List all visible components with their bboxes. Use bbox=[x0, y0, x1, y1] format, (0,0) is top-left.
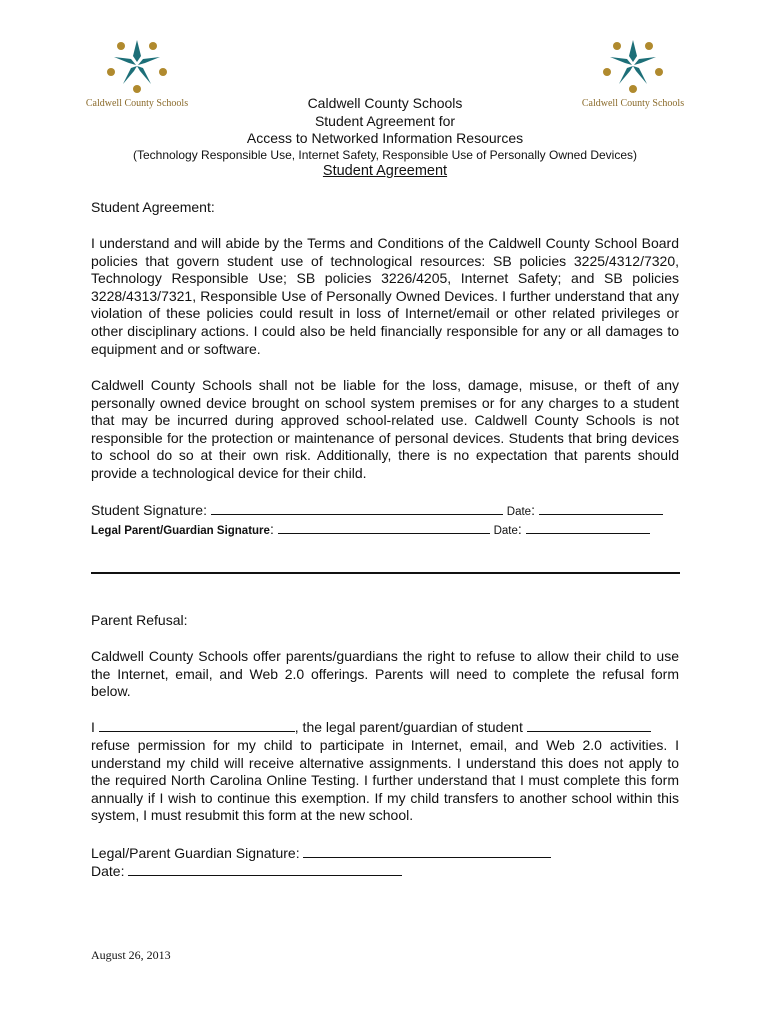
student-signature-line[interactable] bbox=[211, 502, 503, 515]
date-label: Date bbox=[493, 525, 518, 537]
parent-signature-label: Legal Parent/Guardian Signature bbox=[91, 525, 270, 537]
refusal-paragraph-2: refuse permission for my child to participate in Internet, email, and Web 2.0 activities. I understand my child will receive alternative assignments. I understand this does not apply to the required North Carolina Online Testing. I further understand that I must complete this form annually if I wish to continue this exemption. If my child transfers to another school within this system, I must resubmit this form at the new school. bbox=[91, 737, 679, 824]
header-district-name: Caldwell County Schools bbox=[307, 95, 463, 111]
refusal-signature-label: Legal/Parent Guardian Signature: bbox=[91, 845, 300, 861]
parent-refusal-title: Parent Refusal: bbox=[91, 612, 188, 628]
refusal-name-row bbox=[91, 719, 679, 735]
logo-text: Caldwell County Schools bbox=[581, 98, 685, 109]
refusal-date-line[interactable] bbox=[128, 863, 402, 876]
header-agreement-title: Student Agreement for bbox=[314, 113, 456, 129]
refusal-signature-row bbox=[91, 845, 679, 861]
student-agreement-title: Student Agreement: bbox=[91, 199, 215, 215]
header-access-title: Access to Networked Information Resources bbox=[246, 130, 524, 146]
student-signature-label: Student Signature: bbox=[91, 502, 207, 518]
date-label: Date bbox=[506, 506, 532, 518]
agreement-paragraph-2: Caldwell County Schools shall not be liable for the loss, damage, misuse, or theft of any personally owned device brought on school system premises or for any charges to a student that may be incurred during approved school-related use. Caldwell County Schools is not responsible for the protection or maintenance of personal devices. Students that bring devices to school do so at their own risk. Additionally, there is no expectation that parents should provide a technological device for their child. bbox=[91, 377, 679, 481]
refusal-date-row bbox=[91, 863, 679, 879]
parent-name-line[interactable] bbox=[99, 719, 295, 732]
footer-date: August 26, 2013 bbox=[91, 948, 171, 962]
logo-text: Caldwell County Schools bbox=[85, 98, 189, 109]
refusal-paragraph-1: Caldwell County Schools offer parents/guardians the right to refuse to allow their child to use the Internet, email, and Web 2.0 offerings. Parents will need to complete the refusal form below. bbox=[91, 648, 679, 700]
header-section-title: Student Agreement bbox=[322, 163, 448, 179]
refusal-signature-line[interactable] bbox=[303, 845, 551, 858]
header-policies-subtitle: (Technology Responsible Use, Internet Safety, Responsible Use of Personally Owned Devices) bbox=[132, 148, 638, 162]
star-logo-icon bbox=[107, 34, 167, 94]
refusal-mid-text: , the legal parent/guardian of student bbox=[294, 719, 523, 735]
date-colon: : bbox=[531, 502, 535, 518]
parent-signature-line[interactable] bbox=[278, 521, 490, 534]
parent-signature-row bbox=[91, 521, 679, 537]
refusal-date-label: Date: bbox=[91, 863, 125, 879]
star-logo-icon bbox=[603, 34, 663, 94]
student-name-line[interactable] bbox=[527, 719, 651, 732]
agreement-paragraph-1: I understand and will abide by the Terms and Conditions of the Caldwell County School Board policies that govern student use of technological resources: SB policies 3225/4312/7320, Technology Responsible Use; SB policies 3226/4205, Internet Safety; and SB policies 3228/4313/7321, Responsible Use of Personally Owned Devices. I further understand that any violation of these policies could result in loss of Internet/email or other related privileges or other disciplinary actions. I could also be held financially responsible for any or all damages to equipment and or software. bbox=[91, 235, 679, 357]
date-colon: : bbox=[517, 521, 522, 537]
student-signature-row bbox=[91, 502, 679, 518]
student-date-line[interactable] bbox=[539, 502, 663, 515]
refusal-i-label: I bbox=[91, 719, 95, 735]
section-divider bbox=[91, 572, 680, 574]
colon: : bbox=[269, 521, 274, 537]
parent-date-line[interactable] bbox=[526, 521, 650, 534]
